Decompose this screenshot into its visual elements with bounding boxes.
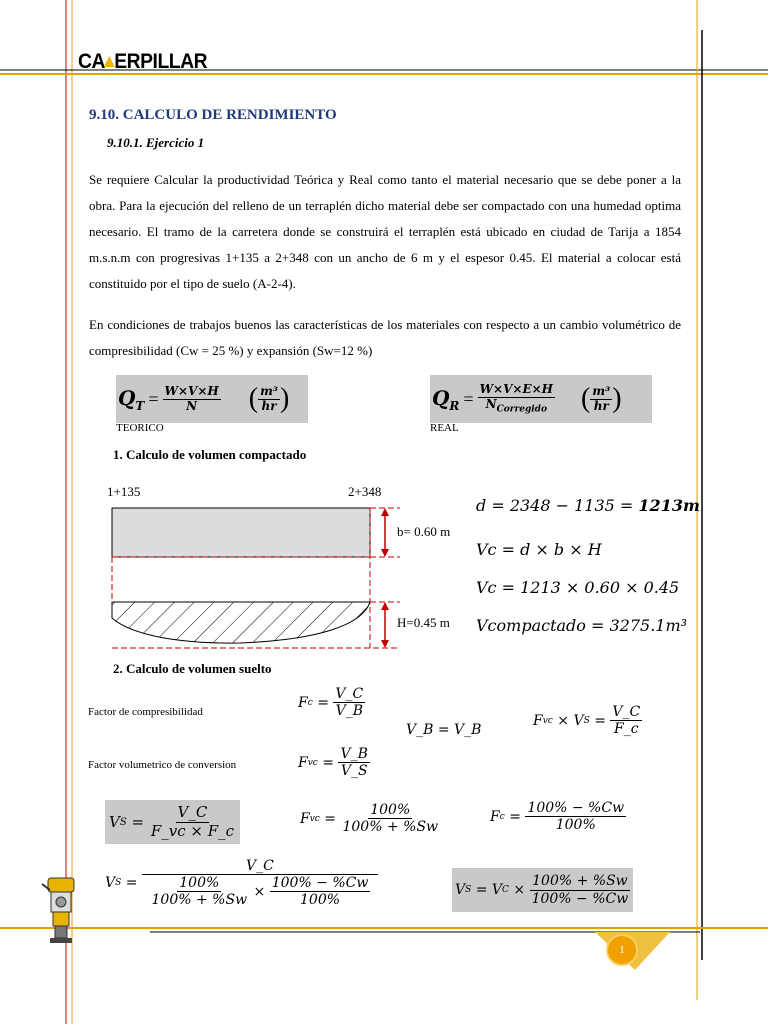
- step2-title: 2. Calculo de volumen suelto: [113, 661, 272, 676]
- step1-title: 1. Calculo de volumen compactado: [113, 447, 307, 462]
- label-teorico: TEORICO: [116, 422, 164, 434]
- equation-fvc: F vc = $\frac{V\_B}{V\_S}$: [298, 746, 368, 780]
- label-fc: Factor de compresibilidad: [88, 706, 203, 718]
- station-start: 1+135: [107, 484, 141, 499]
- formula-real-box: $Q_R$ = $\frac{W\times V\times E\times H}{N_{Corregido}}$ ( $\frac{\text{m³}}{hr}$ ): [430, 375, 652, 423]
- page-number: 1: [606, 934, 638, 966]
- equation-vc-values: Vc = 1213 × 0.60 × 0.45: [476, 578, 680, 597]
- equation-vc: Vc = d × b × H: [476, 540, 602, 559]
- cross-section-diagram: [100, 498, 400, 658]
- label-fvc: Factor volumetrico de conversion: [88, 759, 237, 771]
- station-end: 2+348: [348, 484, 382, 499]
- section-title: 9.10. CALCULO DE RENDIMIENTO: [89, 107, 337, 123]
- section-subtitle: 9.10.1. Ejercicio 1: [107, 135, 205, 150]
- compactor-machine-illustration: [38, 876, 86, 946]
- equation-fvc-percent: F vc = $\frac{100\%}{100\% + \%Sw}$: [300, 802, 439, 836]
- equation-distance: d = 2348 − 1135 = 1213m: [476, 496, 700, 515]
- loose-layer-hatched: [112, 602, 370, 643]
- paragraph-1: Se requiere Calcular la productividad Teórica y Real como tanto el material necesario que se debe poner a la obra. Para la ejecución del relleno de un terraplén dicho material debe ser compactado con una humedad optima necesario. El tramo de la carretera donde se construirá el terraplén está ubicado en ciudad de Tarija a 1854 m.s.n.m con progresivas 1+135 a 2+348 con un ancho de 6 m y el espesor 0.45. El material a colocar está constituido por el tipo de suelo (A-2-4).: [89, 172, 681, 291]
- caterpillar-logo: CA ERPILLAR: [78, 50, 208, 73]
- equation-vs-final-box: V S = V C × $\frac{100\% + \%Sw}{100\% - \%Cw}$: [452, 868, 633, 912]
- compacted-layer: [112, 508, 370, 557]
- h-label: H=0.45 m: [397, 615, 450, 630]
- equation-vcompactado: Vcompactado = 3275.1m³: [476, 616, 688, 635]
- equation-vs-box: V S = $\frac{V\_C}{F\_vc \times F\_c}$: [105, 800, 240, 844]
- equation-fvc-vs: F vc × V S = $\frac{V\_C}{F\_c}$: [533, 704, 641, 738]
- label-real: REAL: [430, 422, 459, 434]
- equation-vs-expanded: V S = V_C $\frac{100\%}{100\% + \%Sw}$ × $\frac{100\% - \%Cw}{100\%}$: [105, 858, 378, 908]
- equation-fc-percent: F c = $\frac{100\% - \%Cw}{100\%}$: [490, 800, 625, 834]
- equation-vb: V_B = V_B: [406, 722, 482, 738]
- formula-theoretical-box: $Q_T$ = $\frac{W\times V\times H}{N}$ ( $\frac{\text{m³}}{hr}$ ): [116, 375, 308, 423]
- equation-fc: F c = $\frac{V\_C}{V\_B}$: [298, 686, 364, 720]
- b-label: b= 0.60 m: [397, 524, 451, 539]
- paragraph-2: En condiciones de trabajos buenos las características de los materiales con respecto a un cambio volumétrico de compresibilidad (Cw = 25 %) y expansión (Sw=12 %): [89, 317, 681, 358]
